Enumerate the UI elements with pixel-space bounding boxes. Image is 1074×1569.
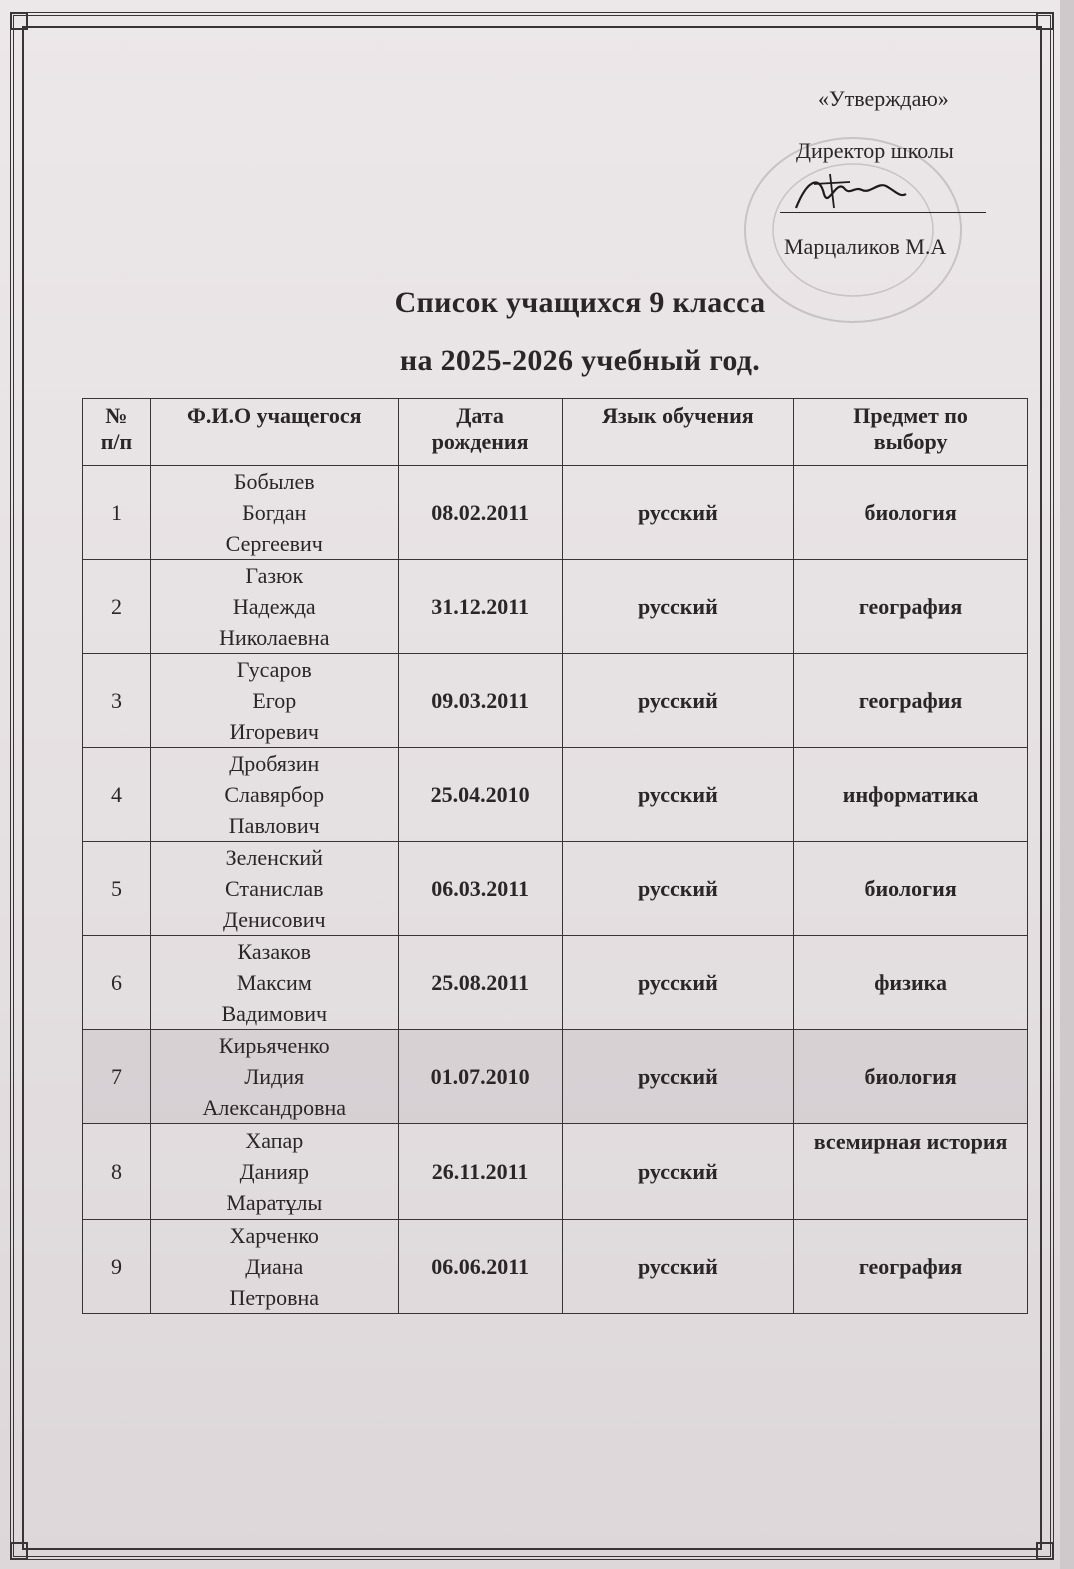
elective-subject: география: [794, 560, 1028, 654]
elective-subject: физика: [794, 936, 1028, 1030]
frame-corner: [1036, 12, 1054, 30]
student-patronymic: Вадимович: [221, 1001, 328, 1026]
birth-date: 06.06.2011: [398, 1220, 562, 1314]
header-dob-line1: Дата: [456, 403, 504, 428]
student-name: [150, 1030, 398, 1124]
language: русский: [562, 1220, 794, 1314]
table-header-row: [83, 399, 1028, 466]
student-patronymic: Николаевна: [219, 625, 330, 650]
elective-subject: биология: [794, 1030, 1028, 1124]
header-fio: Ф.И.О учащегося: [150, 399, 398, 466]
language: русский: [562, 842, 794, 936]
student-first-name: Диана: [245, 1254, 304, 1279]
row-number: 6: [83, 936, 151, 1030]
student-name: [150, 1124, 398, 1220]
elective-subject: биология: [794, 466, 1028, 560]
student-name: [150, 748, 398, 842]
language: русский: [562, 560, 794, 654]
student-first-name: Богдан: [242, 500, 307, 525]
birth-date: 09.03.2011: [398, 654, 562, 748]
table-row: [83, 936, 1028, 1030]
language: русский: [562, 748, 794, 842]
header-language: Язык обучения: [562, 399, 794, 466]
student-first-name: Егор: [252, 688, 297, 713]
frame-corner: [10, 1542, 28, 1560]
student-surname: Газюк: [245, 563, 304, 588]
row-number: 8: [83, 1124, 151, 1220]
student-name: [150, 1220, 398, 1314]
row-number: 5: [83, 842, 151, 936]
table-row: [83, 1030, 1028, 1124]
birth-date: 06.03.2011: [398, 842, 562, 936]
frame-corner: [1036, 1542, 1054, 1560]
birth-date: 01.07.2010: [398, 1030, 562, 1124]
frame-corner: [10, 12, 28, 30]
student-surname: Харченко: [229, 1223, 319, 1248]
student-first-name: Славярбор: [224, 782, 325, 807]
language: русский: [562, 654, 794, 748]
student-name: [150, 560, 398, 654]
student-name: [150, 466, 398, 560]
student-patronymic: Петровна: [229, 1285, 320, 1310]
student-patronymic: Павлович: [228, 813, 320, 838]
student-first-name: Максим: [236, 970, 312, 995]
student-first-name: Лидия: [244, 1064, 305, 1089]
birth-date: 08.02.2011: [398, 466, 562, 560]
student-surname: Хапар: [245, 1128, 304, 1153]
student-patronymic: Сергеевич: [225, 531, 323, 556]
row-number: 2: [83, 560, 151, 654]
student-name: [150, 654, 398, 748]
student-name: [150, 936, 398, 1030]
header-dob: [398, 399, 562, 466]
student-surname: Зеленский: [225, 845, 323, 870]
table-row: [83, 560, 1028, 654]
header-dob-line2: рождения: [431, 429, 529, 454]
language: русский: [562, 1124, 794, 1220]
birth-date: 25.04.2010: [398, 748, 562, 842]
header-subject-line1: Предмет по: [853, 403, 968, 428]
elective-subject: всемирная история: [794, 1124, 1028, 1220]
student-first-name: Надежда: [232, 594, 316, 619]
language: русский: [562, 466, 794, 560]
student-surname: Кирьяченко: [218, 1033, 330, 1058]
header-number-line1: №: [105, 403, 128, 428]
row-number: 3: [83, 654, 151, 748]
student-patronymic: Игоревич: [229, 719, 319, 744]
birth-date: 31.12.2011: [398, 560, 562, 654]
table-row: [83, 748, 1028, 842]
row-number: 7: [83, 1030, 151, 1124]
elective-subject: информатика: [794, 748, 1028, 842]
header-subject: [794, 399, 1028, 466]
table-row: [83, 1124, 1028, 1220]
header-number: [83, 399, 151, 466]
document-title: Список учащихся 9 класса: [394, 286, 766, 319]
birth-date: 25.08.2011: [398, 936, 562, 1030]
row-number: 1: [83, 466, 151, 560]
row-number: 4: [83, 748, 151, 842]
student-surname: Бобылев: [233, 469, 315, 494]
student-patronymic: Денисович: [222, 907, 326, 932]
table-row: [83, 654, 1028, 748]
approval-name: Марцаликов М.А: [784, 234, 947, 259]
elective-subject: биология: [794, 842, 1028, 936]
students-table: [82, 398, 1028, 1314]
student-first-name: Данияр: [239, 1159, 309, 1184]
table-row: [83, 466, 1028, 560]
student-patronymic: Маратұлы: [226, 1190, 323, 1215]
student-surname: Казаков: [237, 939, 312, 964]
student-surname: Гусаров: [236, 657, 312, 682]
student-patronymic: Александровна: [202, 1095, 347, 1120]
approval-label: «Утверждаю»: [818, 86, 949, 111]
table-row: [83, 842, 1028, 936]
elective-subject: география: [794, 1220, 1028, 1314]
header-number-line2: п/п: [100, 429, 133, 454]
header-subject-line2: выбору: [873, 429, 948, 454]
student-surname: Дробязин: [229, 751, 320, 776]
student-name: [150, 842, 398, 936]
birth-date: 26.11.2011: [398, 1124, 562, 1220]
approval-role: Директор школы: [796, 138, 954, 163]
document-subtitle: на 2025-2026 учебный год.: [399, 344, 761, 377]
handwritten-signature: [790, 168, 910, 218]
language: русский: [562, 936, 794, 1030]
row-number: 9: [83, 1220, 151, 1314]
table-row: [83, 1220, 1028, 1314]
language: русский: [562, 1030, 794, 1124]
elective-subject: география: [794, 654, 1028, 748]
student-first-name: Станислав: [225, 876, 324, 901]
